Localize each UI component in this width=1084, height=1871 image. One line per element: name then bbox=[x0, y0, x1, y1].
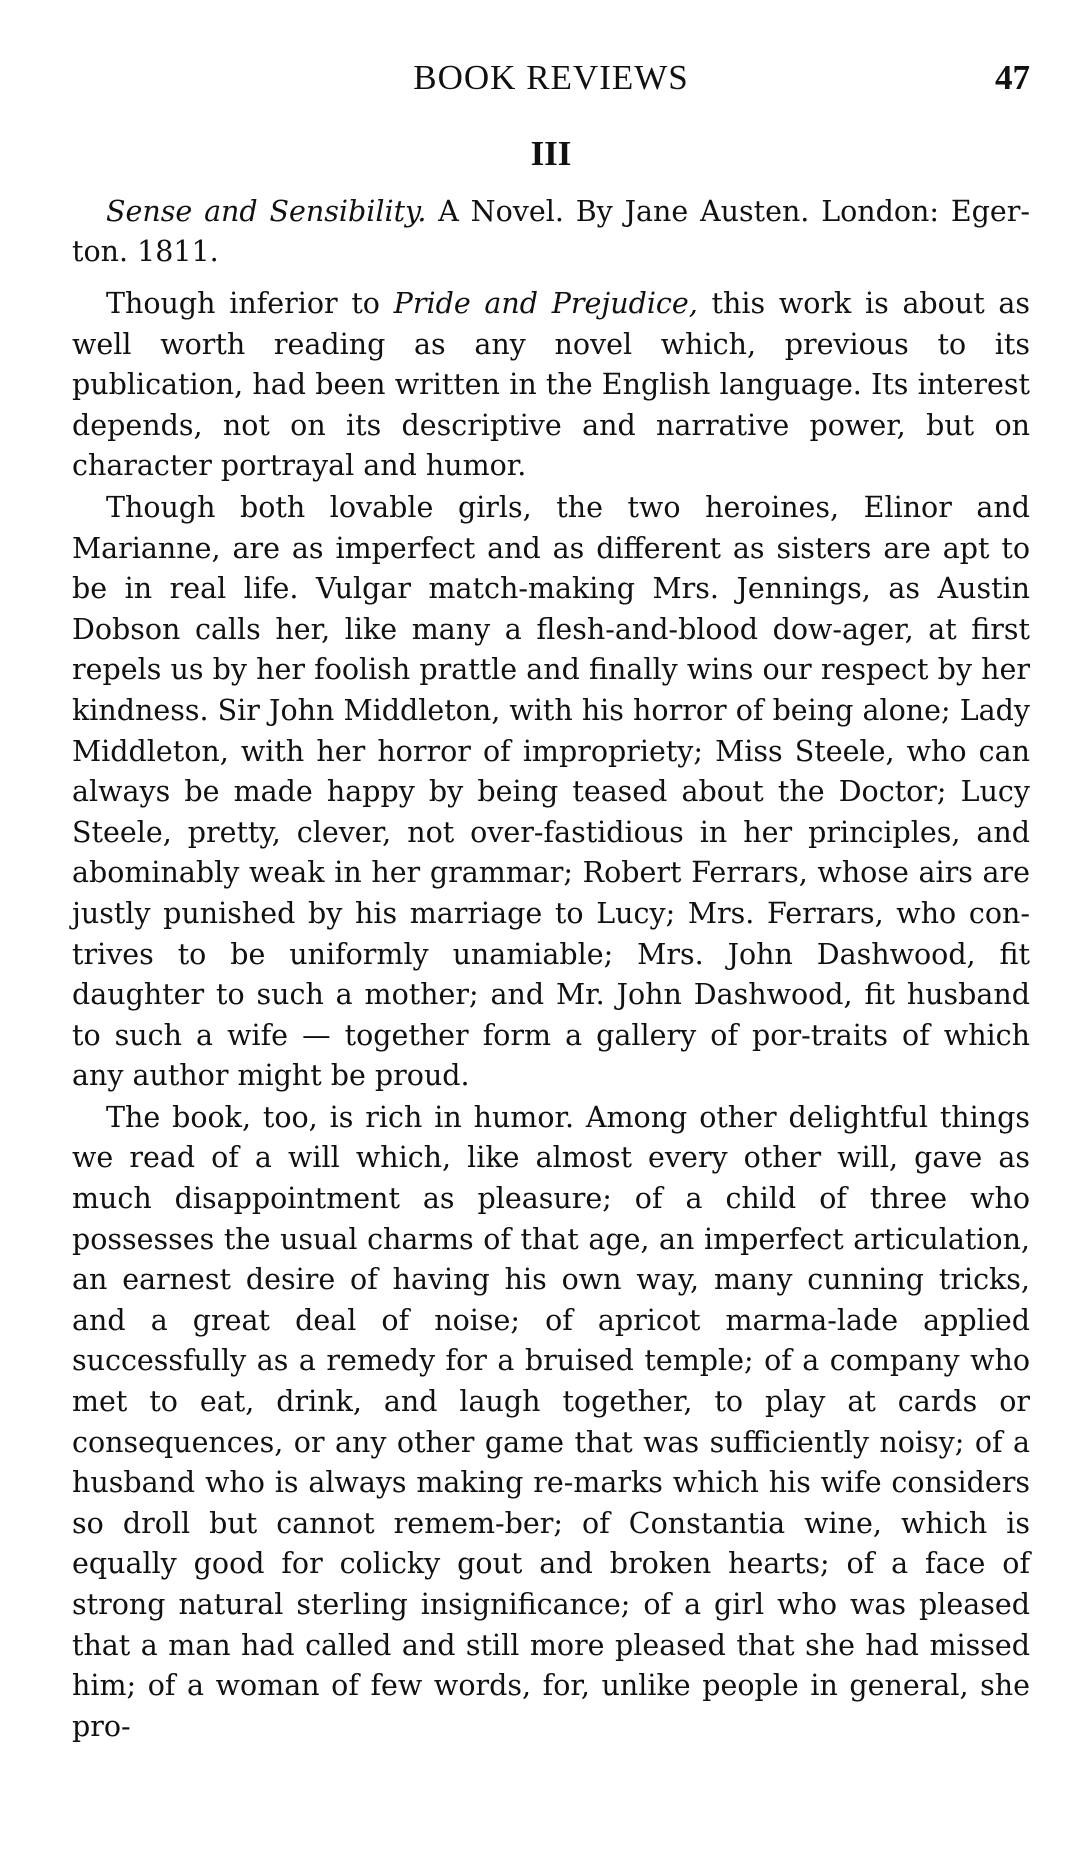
book-page bbox=[72, 40, 1030, 1840]
paragraph-humor: The book, too, is rich in humor. Among other delightful things we read of a will which, like almost every other will, gave as much disappointment as pleasure; of a child of three who possesses the usual charms of that age, an imperfect articulation, an earnest desire of having his own way, many cunning tricks, and a great deal of noise; of apricot marma-lade applied successfully as a remedy for a bruised temple; of a company who met to eat, drink, and laugh together, to play at cards or consequences, or any other game that was sufficiently noisy; of a husband who is always making re-marks which his wife considers so droll but cannot remem-ber; of Constantia wine, which is equally good for colicky gout and broken hearts; of a face of strong natural sterling insignificance; of a girl who was pleased that a man had called and still more pleased that she had missed him; of a woman of few words, for, unlike people in general, she pro- bbox=[72, 1100, 1030, 1743]
running-head bbox=[72, 40, 1030, 100]
review-citation bbox=[72, 192, 1030, 272]
paragraph-intro-end: this work is about as well worth reading as any novel which, previous to its publication, had been written in the English language. Its interest depends, not on its descriptive and narrative power, but on character portrayal and humor. bbox=[72, 287, 1030, 483]
paragraph-intro bbox=[72, 284, 1030, 487]
paragraph-characters: Though both lovable girls, the two heroines, Elinor and Marianne, are as imperfect and as different as sisters are apt to be in real life. Vulgar match-making Mrs. Jennings, as Austin Dobson calls her, like many a flesh-and-blood dow-ager, at first repels us by her foolish prattle and finally wins our respect by her kindness. Sir John Middleton, with his horror of being alone; Lady Middleton, with her horror of impropriety; Miss Steele, who can always be made happy by being teased about the Doctor; Lucy Steele, pretty, clever, not over-fastidious in her principles, and abominably weak in her grammar; Robert Ferrars, whose airs are justly punished by his marriage to Lucy; Mrs. Ferrars, who con-trives to be uniformly unamiable; Mrs. John Dashwood, fit daughter to such a mother; and Mr. John Dashwood, fit husband to such a wife — together form a gallery of por-traits of which any author might be proud. bbox=[72, 490, 1030, 1093]
citation-details: A Novel. By Jane Austen. London: Eger-ton. 1811. bbox=[72, 195, 1030, 268]
citation-book-title: Sense and Sensibility. bbox=[106, 195, 427, 228]
referenced-title: Pride and Prejudice, bbox=[393, 287, 698, 320]
page-number: 47 bbox=[995, 58, 1030, 97]
review-body bbox=[72, 284, 1030, 1747]
running-title: BOOK REVIEWS bbox=[413, 58, 689, 97]
paragraph-intro-start: Though inferior to bbox=[106, 287, 394, 320]
section-number: III bbox=[530, 134, 572, 173]
